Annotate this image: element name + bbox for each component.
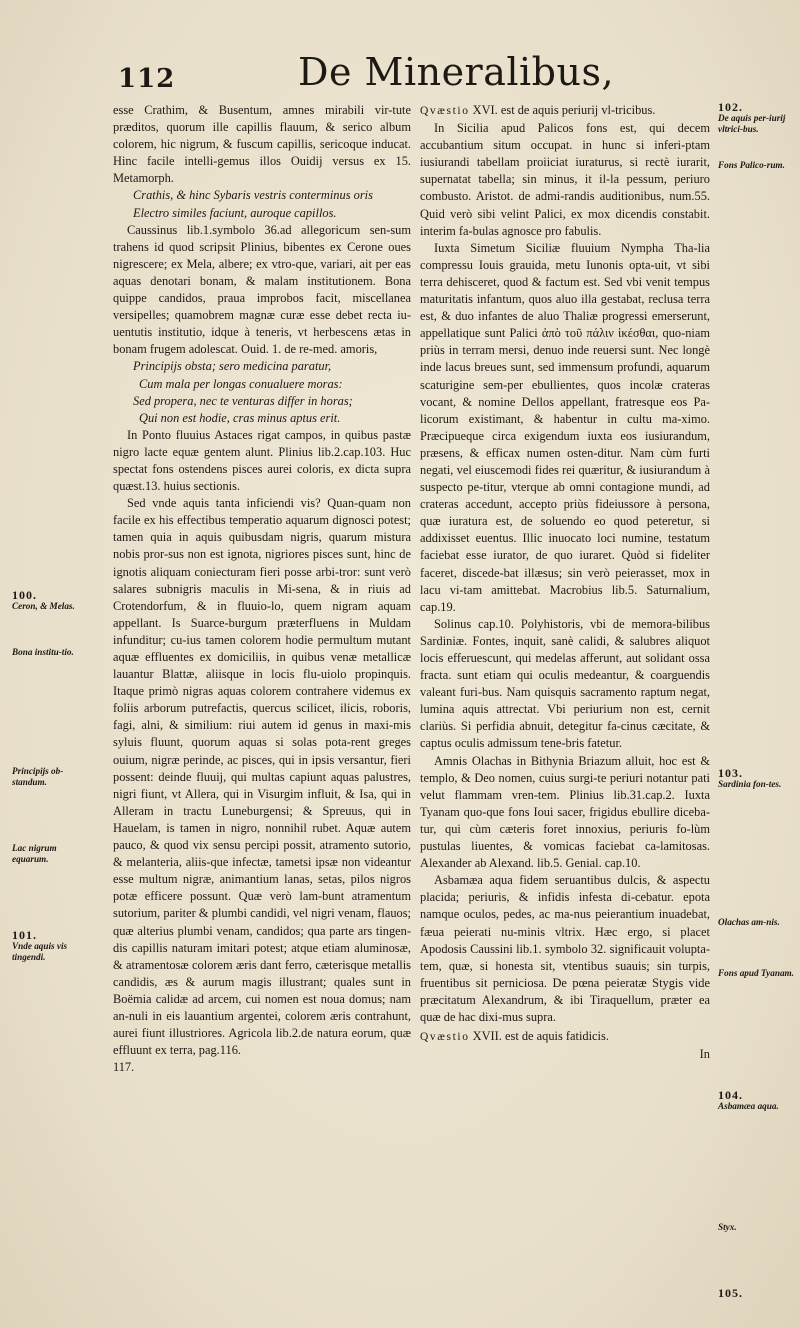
margin-note xyxy=(12,590,94,612)
margin-note xyxy=(718,1090,796,1112)
question-text: XVII. est de aquis fatidicis. xyxy=(472,1029,609,1044)
margin-number: 104. xyxy=(718,1088,743,1102)
catchword-left: 117. xyxy=(113,1060,135,1075)
verse-line: Electro similes faciunt, auroque capillos. xyxy=(133,205,337,220)
paragraph: In Ponto fluuius Astaces rigat campos, in quibus pastæ nigro lacte equæ gentem alunt. Plinius lib.2.cap.103. Huc spectat fons ostendens pisces aurei coloris, ex dicta supra quæst.13. huius sectionis. xyxy=(113,427,411,494)
margin-text: Olachas am-nis. xyxy=(718,917,780,927)
margin-note xyxy=(718,968,796,979)
paragraph: Iuxta Simetum Siciliæ fluuium Nympha Tha-lia compressu Iouis grauida, metu Iunonis opta-uit, vt sibi terra dehisceret, quod & factum est. Sed vbi venit tempus maturitatis infantum, quos aluo illa gestabat, reclusa terra est, & duo infantes de aluo Thaliæ progressi emerserunt, appellatique sunt Palici ἀπὸ τοῦ πάλιν ἱκέσθαι, quo-niam priùs in terram mersi, denuo inde reuersi sunt. Nec longè inde lacus breues sunt, sed immensum profundi, aquarum scaturigine sem-per ebullientes, quos incolæ crateras vocant, & nomine Dellos appellant, fratresque eos Pa-licorum existimant, & habentur in cultu ma-ximo. Præcipueque circa exigendum iuxta eos iusiurandum, præsens, & efficax numen osten-ditur. Nam cùm furti negati, vel eiuscemodi fides rei quæritur, & iusiurandum à suspecto pe-titur, vterque ab omni contagione mundi, ad crateras accedunt, accepto priùs fideiussore à persona, quæ iuratura est, de soluendo eo quod peteretur, si addixisset euentus. Illic inuocato loci numine, testatum faciebat esse iurator, de quo iuraret. Quòd si fideliter faceret, discede-bat illæsus; sin verò peierasset, mox in lacu vi-tam amittebat. Macrobius lib.5. Saturnalium, cap.19. xyxy=(420,240,710,614)
margin-note xyxy=(12,930,94,963)
question-label: Qvæstio xyxy=(420,105,470,117)
question-heading xyxy=(420,1028,710,1046)
margin-note xyxy=(718,1288,796,1299)
paragraph: Asbamæa aqua fidem seruantibus dulcis, & aspectu placida; periuris, & infidis infesta di-cebatur. epota namque oculos, pedes, ac ma-nus peierantium inuadebat, fæua peierati nu-minis vltrix. Hæc ergo, si placet Apodosis Caussini lib.1. symbolo 32. significauit volupta-tem, quæ, si honesta sit, vtentibus suauis; sin turpis, fruentibus sit perniciosa. De pœna peieratæ Stygis vide præcitatum Alexandrum, & ibi Tiraquellum, præter ea quæ de hac dixi-mus supra. xyxy=(420,873,710,1024)
margin-text: Bona institu-tio. xyxy=(12,647,74,657)
margin-text: Vnde aquis vis tingendi. xyxy=(12,941,68,962)
question-text: XVI. est de aquis periurij vl-tricibus. xyxy=(472,103,656,117)
running-title: De Mineralibus, xyxy=(298,50,615,94)
margin-text: Styx. xyxy=(718,1222,737,1232)
margin-note xyxy=(718,1222,796,1233)
margin-note xyxy=(718,768,796,790)
paragraph: Solinus cap.10. Polyhistoris, vbi de memora-bilibus Sardiniæ. Fontes, inquit, sanè calidi, & salubres aliquot locis efferuescunt, qui medelas afferunt, aut solidant ossa fracta. sunt etiam qui oculis medeantur, & coarguendis valeant furi-bus. Nam quisquis sacramento raptum negat, lumina aquis attrectat. Vbi periurium non est, cernit clariùs. Si perfidia abnuit, detegitur fa-cinus cæcitate, & captus oculis admissum tene-bris fatetur. xyxy=(420,616,710,751)
margin-text: De aquis per-iurij vltrici-bus. xyxy=(718,113,786,134)
margin-note xyxy=(718,917,796,928)
margin-note xyxy=(12,766,94,788)
margin-text: Lac nigrum equarum. xyxy=(12,843,57,864)
verse-line: Crathis, & hinc Sybaris vestris conterminus oris xyxy=(133,188,373,203)
margin-number: 102. xyxy=(718,100,743,114)
verse-line: Cum mala per longas conualuere moras: xyxy=(139,376,343,391)
paragraph: Amnis Olachas in Bithynia Briazum alluit, hoc est & templo, & Deo nomen, cuius surgi-te periuri notantur pati velut flammam vren-tem. Plinius lib.31.cap.2. Iuxta Tyanam quo-que fons Ioui sacer, frigidus ebullire diceba-tur, qui cùm cæteris foret innoxius, periuris fo-lùm pustulas liuentes, & vomicas faciebat ca-lamitosas. Alexander ab Alexand. lib.5. Genial. cap.10. xyxy=(420,753,710,871)
margin-text: Fons apud Tyanam. xyxy=(718,968,794,978)
right-text-column xyxy=(420,102,710,1063)
verse-line: Qui non est hodie, cras minus aptus erit. xyxy=(139,410,341,425)
margin-text: Fons Palico-rum. xyxy=(718,160,785,170)
margin-text: Asbamæa aqua. xyxy=(718,1101,779,1111)
paragraph: Sed vnde aquis tanta inficiendi vis? Quan-quam non facile ex his effectibus temperatio aquarum dignosci potest; tamen quia in aquis quibusdam nigris, quarum mistura nobis pror-sus non est ignota, nigriores pisces sunt, hinc de ignotis aliquam coniecturam fieri posse arbi-tror: sunt verò salares subnigris maculis in Mi-sena, & in riuis ad Crotendorfum, & in fluuio-lo, quem nigram aquam appellant. Is Suarce-burgum præterfluens in Muldam infunditur; cu-ius tamen colorem hodie permultum mutant aquæ effluentes ex domiciliis, in quibus venæ metallicæ lauantur Blattæ, aliisque in locis flu-uiolo propinquis. Itaque primò nigras aquas colorem contrahere videmus ex foliis arborum putrefactis, quercus scilicet, ilicis, roboris, fagi, alni, & similium: riui autem id genus in maxi-mis syluis fluunt, quorum aquas si solas pota-rent greges ouium, nigræ perinde, ac pisces, qui in ipsis versantur, fieri possent: deinde fluuij, qui multas capiunt aquas palustres, nigri fiunt, vt Allera, qui in Visurgim influit, & Isa, qui in Alleram in tractu Luneburgensi; & Spreuus, qui in Hauelam, is tamen in nigro, nonnihil rubet. Aquæ autem pauco, & quod vix sensu percipi possit, atramento sutorio, & melanteria, aliis-que infectæ, tametsi ipsæ non videantur esse multum nigræ, animantium lanas, setas, pilos nigros potæ efficere possunt. Quæ verò lam-bunt atramentum sutorium, pariter & plumbi candidi, vel nigri venam, flauos; quæ alterius plumbi venam, candidos; qua parte ars tingen-dis capillis naturam imitari potest; atque etiam aluminosæ, & atramentosæ colorem æris dant ferro, cæterisque metallis candidis, æs & aurum magis illustrant; quales sunt in Boëmia calidæ ad arcem, cui nomen est noua domus; nam an-nuli in eis lauantium argentei, colorem æris contrahunt, aurei fiunt illustriores. Agricola lib.2.de natura eorum, quæ effluunt ex terra, pag.116. xyxy=(113,496,411,1058)
margin-note xyxy=(12,647,94,658)
verse-line: Sed propera, nec te venturas differ in horas; xyxy=(133,393,353,408)
question-label: Qvæstio xyxy=(420,1031,470,1044)
margin-number: 103. xyxy=(718,766,743,780)
left-text-column xyxy=(113,102,411,1076)
margin-text: Principijs ob-standum. xyxy=(12,766,64,787)
paragraph: In Sicilia apud Palicos fons est, qui decem accubantium situm occupat. in hunc si inferi-ptam iusiurandi tabellam proiiciat iuraturus, si rectè iurarit, supernatat tabella; sin minus, it il-la pessum, periuro combusto. Aristot. de admi-randis auditionibus, num.55. Quid verò sibi velint Palici, ex mox dicendis constabit. interim fa-bulas agnosce pro fabulis. xyxy=(420,121,710,238)
catchword-right: In xyxy=(699,1047,710,1062)
paragraph: Caussinus lib.1.symbolo 36.ad allegoricum sen-sum trahens id quod scripsit Plinius, bibentes ex Cerone oues nigrescere; ex Mela, albere; ex vtro-que, variari, ait per eas aquas denotari bonam, & malam institutionem. Bona quippe candidos, praua improbos facit, miscellanea versipelles; quamobrem magnæ curæ esse debet recta iu-uentutis institutio, idque à teneris, vt herbescens ætas in bonam frugem adolescat. Ouid. 1. de re-med. amoris, xyxy=(113,222,411,357)
margin-note xyxy=(718,160,796,171)
margin-number: 105. xyxy=(718,1286,743,1300)
page-number: 112 xyxy=(118,64,176,94)
margin-note xyxy=(718,102,796,135)
verse-line: Principijs obsta; sero medicina paratur, xyxy=(133,359,332,374)
margin-text: Sardinia fon-tes. xyxy=(718,779,782,789)
margin-number: 101. xyxy=(12,928,37,942)
question-heading xyxy=(420,102,710,120)
margin-number: 100. xyxy=(12,588,37,602)
margin-note xyxy=(12,843,94,865)
margin-text: Ceron, & Melas. xyxy=(12,601,75,611)
paragraph: esse Crathim, & Busentum, amnes mirabili vir-tute præditos, quorum ille capillis flauum, & serico album colorem, hic nigrum, & fuscum capillis, sericoque inducat. Hinc facile intelli-gemus illos Ouidij versus ex 15. Metamorph. xyxy=(113,103,411,186)
